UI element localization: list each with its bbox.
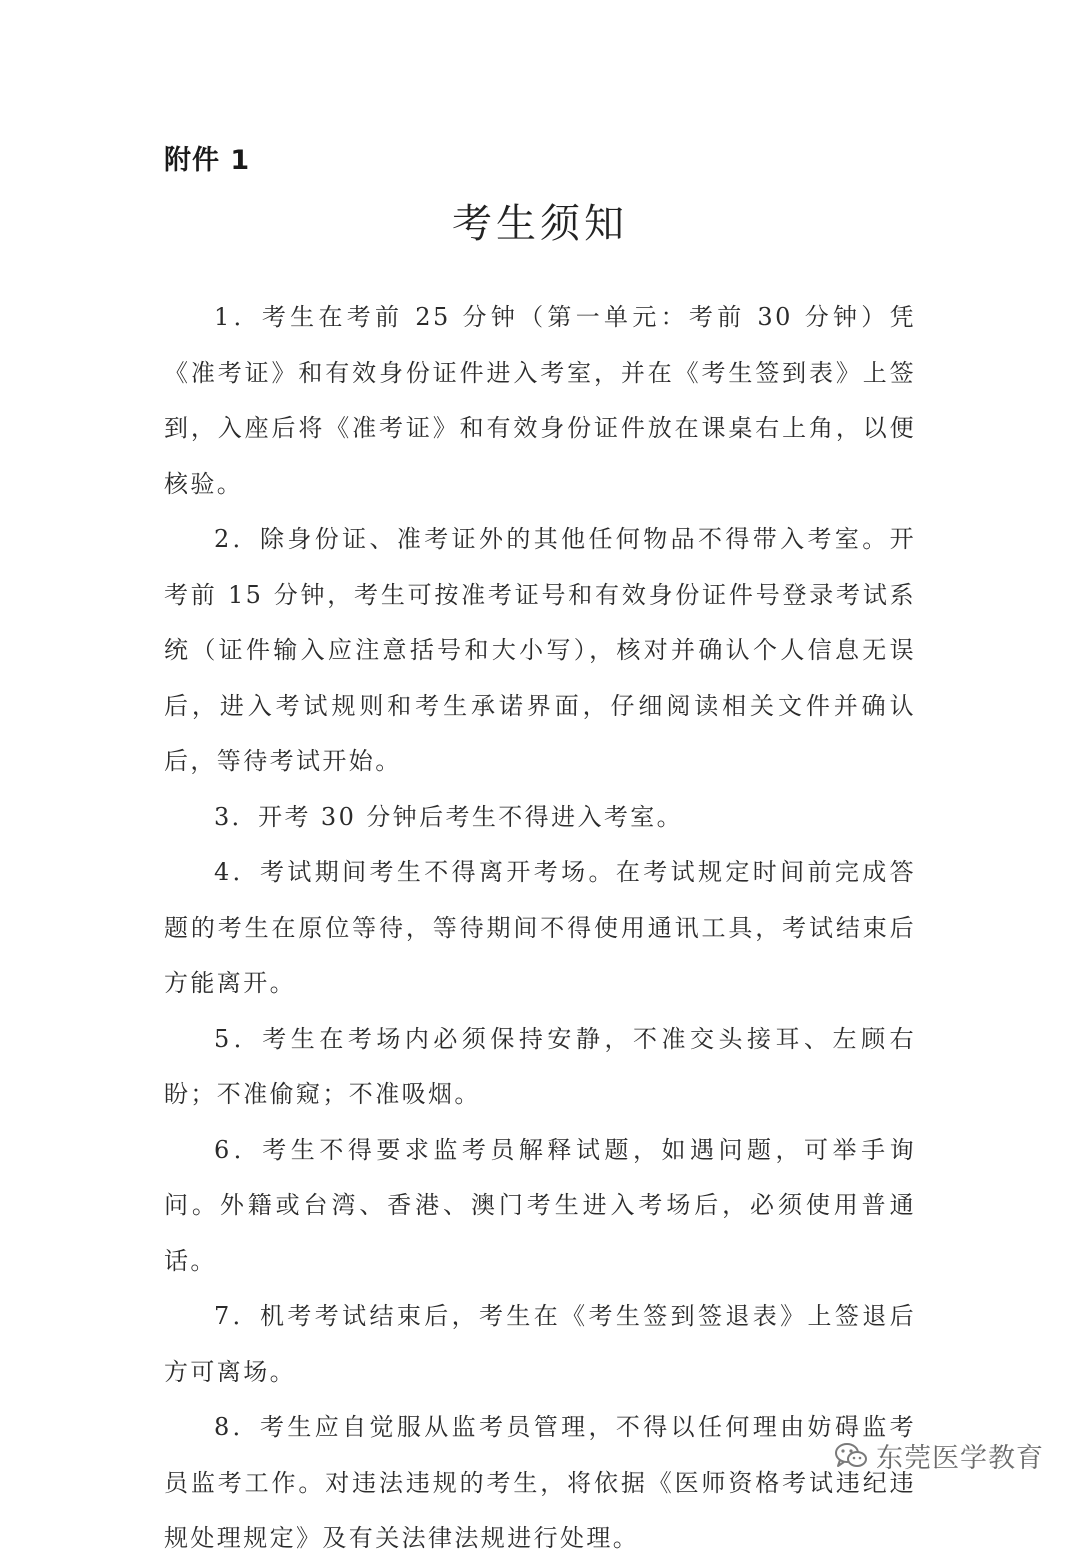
notice-item-5: 5．考生在考场内必须保持安静，不准交头接耳、左顾右盼；不准偷窥；不准吸烟。	[164, 1024, 916, 1108]
watermark-text: 东莞医学教育	[876, 1443, 1044, 1474]
notice-item-8: 8．考生应自觉服从监考员管理，不得以任何理由妨碍监考员监考工作。对违法违规的考生，将依据《医师资格考试违纪违规处理规定》及有关法律法规进行处理。	[164, 1413, 916, 1552]
notice-item-6: 6．考生不得要求监考员解释试题，如遇问题，可举手询问。外籍或台湾、香港、澳门考生进入考场后，必须使用普通话。	[164, 1135, 916, 1275]
notice-item-7: 7．机考考试结束后，考生在《考生签到签退表》上签退后方可离场。	[164, 1302, 916, 1386]
page-title: 考生须知	[452, 201, 628, 247]
notice-item-4: 4．考试期间考生不得离开考场。在考试规定时间前完成答题的考生在原位等待，等待期间不得使用通讯工具，考试结束后方能离开。	[164, 858, 916, 997]
notice-list	[164, 290, 916, 1567]
notice-item-1: 1．考生在考前 25 分钟（第一单元：考前 30 分钟）凭《准考证》和有效身份证件进入考室，并在《考生签到表》上签到，入座后将《准考证》和有效身份证件放在课桌右上角，以便核验。	[164, 303, 916, 498]
wechat-icon	[834, 1442, 868, 1470]
notice-item-3: 3．开考 30 分钟后考生不得进入考室。	[214, 802, 684, 831]
notice-item-2: 2．除身份证、准考证外的其他任何物品不得带入考室。开考前 15 分钟，考生可按准考证号和有效身份证件号登录考试系统（证件输入应注意括号和大小写），核对并确认个人信息无误后，进入考试规则和考生承诺界面，仔细阅读相关文件并确认后，等待考试开始。	[164, 525, 916, 775]
attachment-label: 附件 1	[164, 145, 251, 176]
watermark	[834, 1436, 1044, 1475]
